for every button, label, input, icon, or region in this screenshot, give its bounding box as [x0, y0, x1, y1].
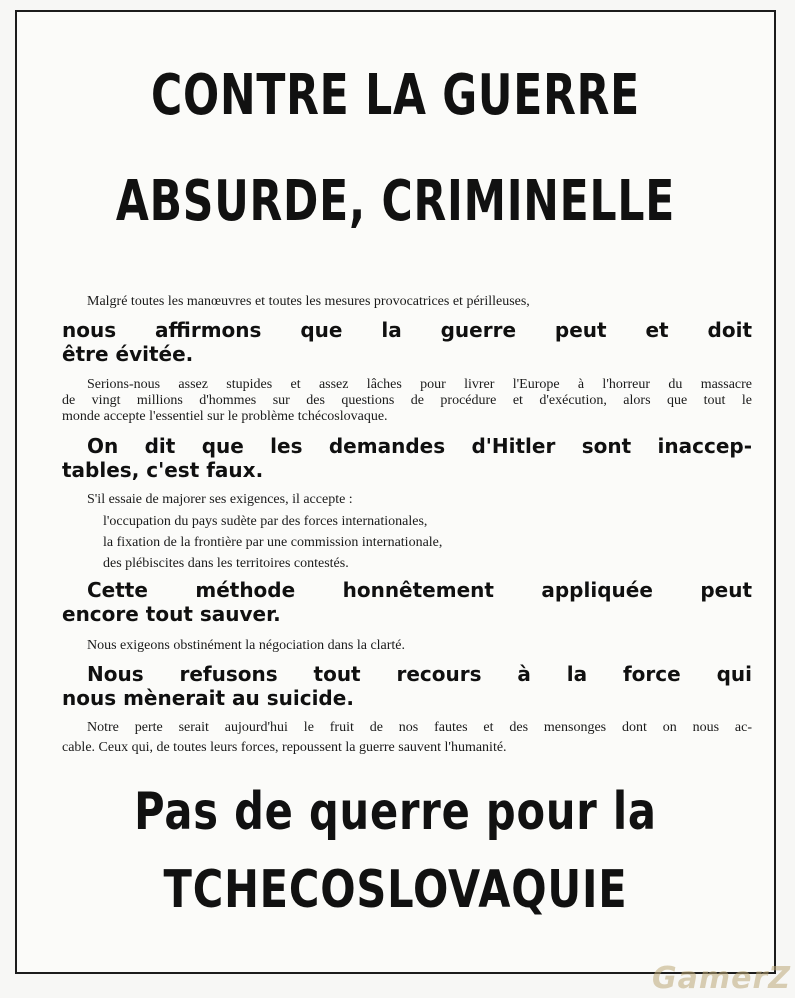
paragraph-4: Nous exigeons obstinément la négociation dans la clarté. [87, 638, 406, 653]
paragraph-3-intro: S'il essaie de majorer ses exigences, il accepte : [87, 492, 353, 507]
statement-3-line-1: Cette méthode honnêtement appliquée peut [87, 578, 752, 602]
paragraph-3-item-1: l'occupation du pays sudète par des forces internationales, [103, 514, 428, 529]
headline-line-1: CONTRE LA GUERRE [151, 63, 640, 128]
paragraph-5-line-2: cable. Ceux qui, de toutes leurs forces, repoussent la guerre sauvent l'humanité. [62, 740, 507, 755]
watermark-logo: GamerZ [651, 961, 791, 996]
statement-4-line-1: Nous refusons tout recours à la force qui [87, 662, 752, 686]
statement-1-line-1: nous affirmons que la guerre peut et doit [62, 318, 752, 342]
headline-line-2: ABSURDE, CRIMINELLE [115, 169, 676, 234]
paragraph-5-line-1: Notre perte serait aujourd'hui le fruit de nos fautes et des mensonges dont on nous ac- [87, 720, 752, 735]
paragraph-3-item-2: la fixation de la frontière par une commission internationale, [103, 535, 443, 550]
statement-2-line-2: tables, c'est faux. [62, 458, 264, 482]
footer-line-2: TCHECOSLOVAQUIE [163, 860, 628, 920]
paragraph-2-line-2: de vingt millions d'hommes sur des questions de procédure et d'exécution, alors que tout le [62, 393, 752, 408]
statement-3-line-2: encore tout sauver. [62, 602, 281, 626]
paragraph-2-line-1: Serions-nous assez stupides et assez lâches pour livrer l'Europe à l'horreur du massacre [87, 377, 752, 392]
statement-2-line-1: On dit que les demandes d'Hitler sont inaccep- [87, 434, 752, 458]
paragraph-2-line-3: monde accepte l'essentiel sur le problème tchécoslovaque. [62, 409, 388, 424]
footer-line-1: Pas de querre pour la [134, 782, 657, 842]
poster [15, 10, 776, 974]
statement-4-line-2: nous mènerait au suicide. [62, 686, 354, 710]
paragraph-intro: Malgré toutes les manœuvres et toutes les mesures provocatrices et périlleuses, [87, 294, 530, 309]
paragraph-3-item-3: des plébiscites dans les territoires contestés. [103, 556, 349, 571]
statement-1-line-2: être évitée. [62, 342, 194, 366]
